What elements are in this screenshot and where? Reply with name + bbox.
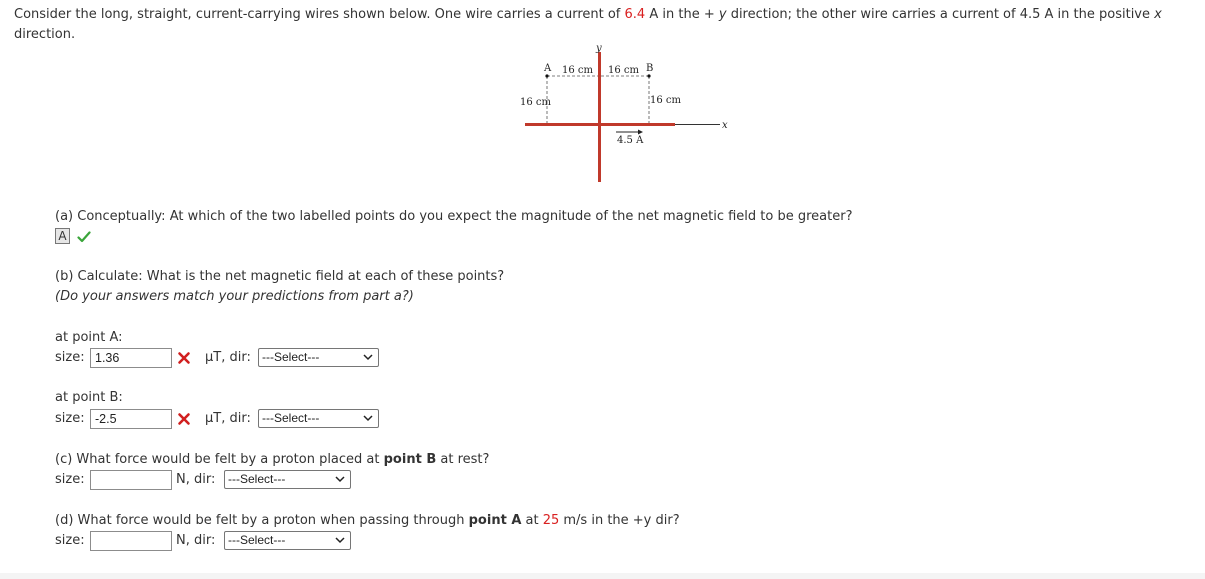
chevron-down-icon (335, 475, 345, 483)
point-b-unit: μT, dir: (205, 411, 251, 426)
current-value: 6.4 (624, 7, 646, 22)
point-b-dot (647, 74, 650, 77)
point-a-dot (545, 74, 548, 77)
part-c-direction-select[interactable]: ---Select--- (224, 470, 351, 489)
point-a-size-input[interactable]: 1.36 (90, 348, 172, 368)
incorrect-icon (177, 351, 191, 365)
part-c-unit: N, dir: (176, 472, 216, 487)
part-a-answer[interactable]: A (55, 228, 70, 244)
part-b-question: (b) Calculate: What is the net magnetic field at each of these points? (55, 269, 505, 284)
point-a-heading: at point A: (55, 330, 123, 345)
point-a-size-label: size: (55, 350, 85, 365)
part-c-size-input[interactable] (90, 470, 172, 490)
chevron-down-icon (363, 353, 373, 361)
chevron-down-icon (363, 414, 373, 422)
point-a-unit: μT, dir: (205, 350, 251, 365)
problem-statement: Consider the long, straight, current-carrying wires shown below. One wire carries a current of 6.4 A in the + y direction; the other wire carries a current of 4.5 A in the positive x direction. (14, 7, 1162, 42)
x-axis-label: x (722, 120, 728, 131)
wire-diagram (510, 42, 740, 187)
part-d-direction-select[interactable]: ---Select--- (224, 531, 351, 550)
part-d-size-input[interactable] (90, 531, 172, 551)
checkmark-icon (77, 230, 91, 244)
vertical-wire (598, 52, 601, 182)
distance-a-vertical: 16 cm (520, 97, 551, 108)
point-b-direction-select[interactable]: ---Select--- (258, 409, 379, 428)
part-b-hint: (Do your answers match your predictions from part a?) (55, 289, 414, 304)
point-a-label: A (544, 63, 552, 74)
part-d-unit: N, dir: (176, 533, 216, 548)
speed-value: 25 (542, 513, 560, 528)
point-b-label: B (646, 63, 654, 74)
point-a-direction-select[interactable]: ---Select--- (258, 348, 379, 367)
distance-a-horizontal: 16 cm (562, 65, 593, 76)
point-b-heading: at point B: (55, 390, 123, 405)
point-b-size-label: size: (55, 411, 85, 426)
horizontal-wire (525, 123, 675, 126)
y-axis-label: y (596, 43, 602, 54)
part-c-question: (c) What force would be felt by a proton placed at point B at rest? (55, 452, 490, 467)
part-a-question: (a) Conceptually: At which of the two labelled points do you expect the magnitude of the net magnetic field to be greater? (55, 209, 853, 224)
part-d-question: (d) What force would be felt by a proton when passing through point A at 25 m/s in the +y dir? (55, 513, 680, 528)
current-label: 4.5 A (617, 135, 644, 146)
part-d-size-label: size: (55, 533, 85, 548)
part-c-size-label: size: (55, 472, 85, 487)
point-b-size-input[interactable]: -2.5 (90, 409, 172, 429)
distance-b-horizontal: 16 cm (608, 65, 639, 76)
distance-b-vertical: 16 cm (650, 95, 681, 106)
incorrect-icon (177, 412, 191, 426)
bottom-strip (0, 573, 1205, 579)
chevron-down-icon (335, 536, 345, 544)
